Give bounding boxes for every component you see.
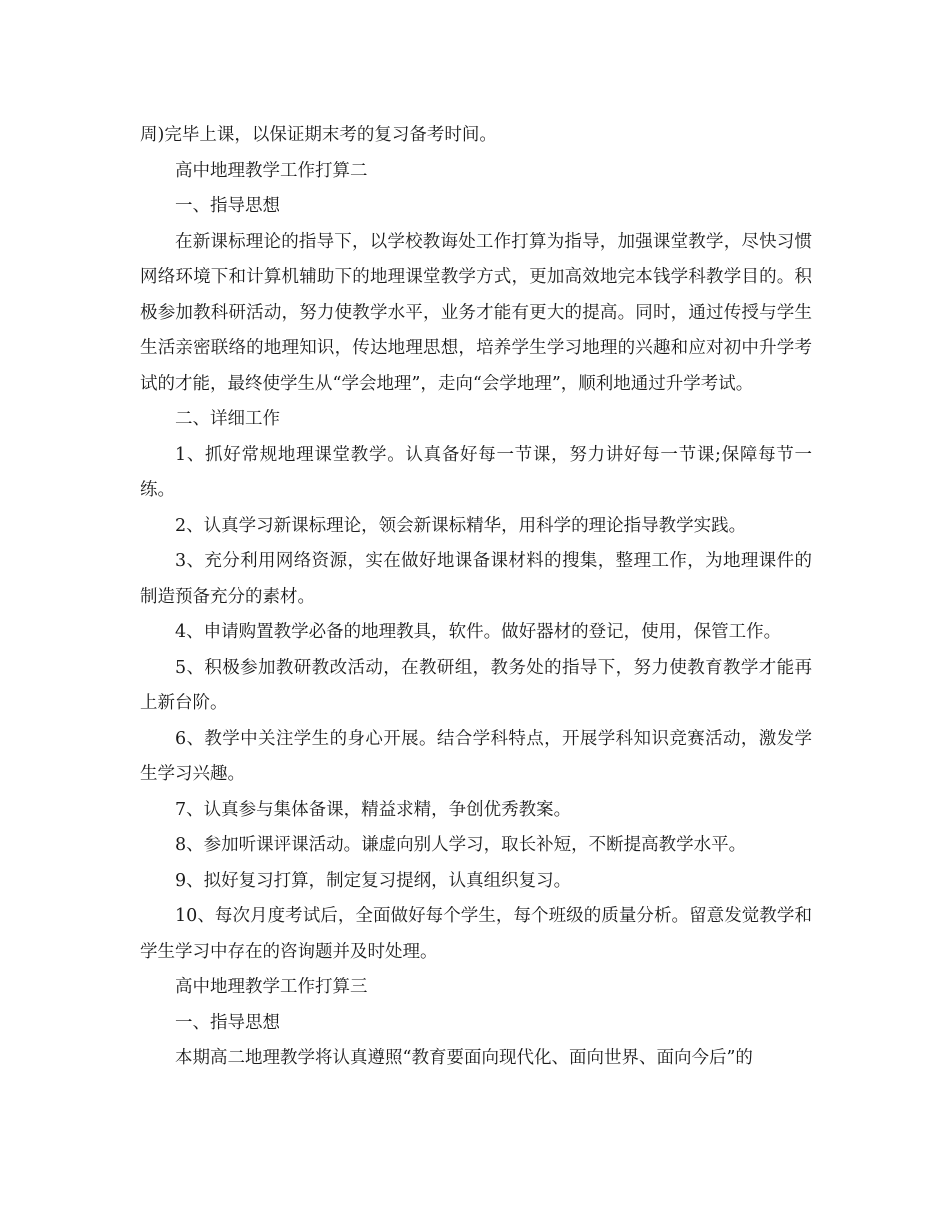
paragraph: 周)完毕上课，以保证期末考的复习备考时间。 — [140, 125, 497, 145]
section-heading: 一、指导思想 — [175, 196, 280, 216]
list-item: 9、拟好复习打算，制定复习提纲，认真组织复习。 — [175, 870, 572, 891]
section-title: 高中地理教学工作打算三 — [175, 977, 368, 997]
list-item: 2、认真学习新课标理论，领会新课标精华，用科学的理论指导教学实践。 — [175, 515, 747, 536]
list-item: 6、教学中关注学生的身心开展。结合学科特点，开展学科知识竞赛活动，激发学生学习兴趣。 — [140, 728, 812, 784]
paragraph: 在新课标理论的指导下，以学校教诲处工作打算为指导，加强课堂教学，尽快习惯网络环境下和计算机辅助下的地理课堂教学方式，更加高效地完本钱学科教学目的。积极参加教科研活动，努力使教学水平，业务才能有更大的提高。同时，通过传授与学生生活亲密联络的地理知识，传达地理思想，培养学生学习地理的兴趣和应对初中升学考试的才能，最终使学生从“学会地理”，走向“会学地理”，顺利地通过升学考试。 — [140, 231, 812, 394]
list-item: 7、认真参与集体备课，精益求精，争创优秀教案。 — [175, 799, 572, 820]
list-item: 1、抓好常规地理课堂教学。认真备好每一节课，努力讲好每一节课;保障每节一练。 — [140, 444, 812, 500]
paragraph: 本期高二地理教学将认真遵照“教育要面向现代化、面向世界、面向今后”的 — [175, 1048, 753, 1068]
list-item: 10、每次月度考试后，全面做好每个学生，每个班级的质量分析。留意发觉教学和学生学习中存在的咨询题并及时处理。 — [140, 906, 812, 962]
list-item: 8、参加听课评课活动。谦虚向别人学习，取长补短，不断提高教学水平。 — [175, 835, 747, 855]
list-item: 5、积极参加教研教改活动，在教研组，教务处的指导下，努力使教育教学才能再上新台阶。 — [140, 657, 812, 713]
section-heading: 二、详细工作 — [175, 409, 280, 429]
list-item: 3、充分利用网络资源，实在做好地课备课材料的搜集，整理工作，为地理课件的制造预备充分的素材。 — [140, 551, 812, 607]
document-body — [140, 118, 812, 1077]
list-item: 4、申请购置教学必备的地理教具，软件。做好器材的登记，使用，保管工作。 — [175, 622, 782, 642]
section-title: 高中地理教学工作打算二 — [175, 160, 368, 181]
section-heading: 一、指导思想 — [175, 1012, 280, 1033]
